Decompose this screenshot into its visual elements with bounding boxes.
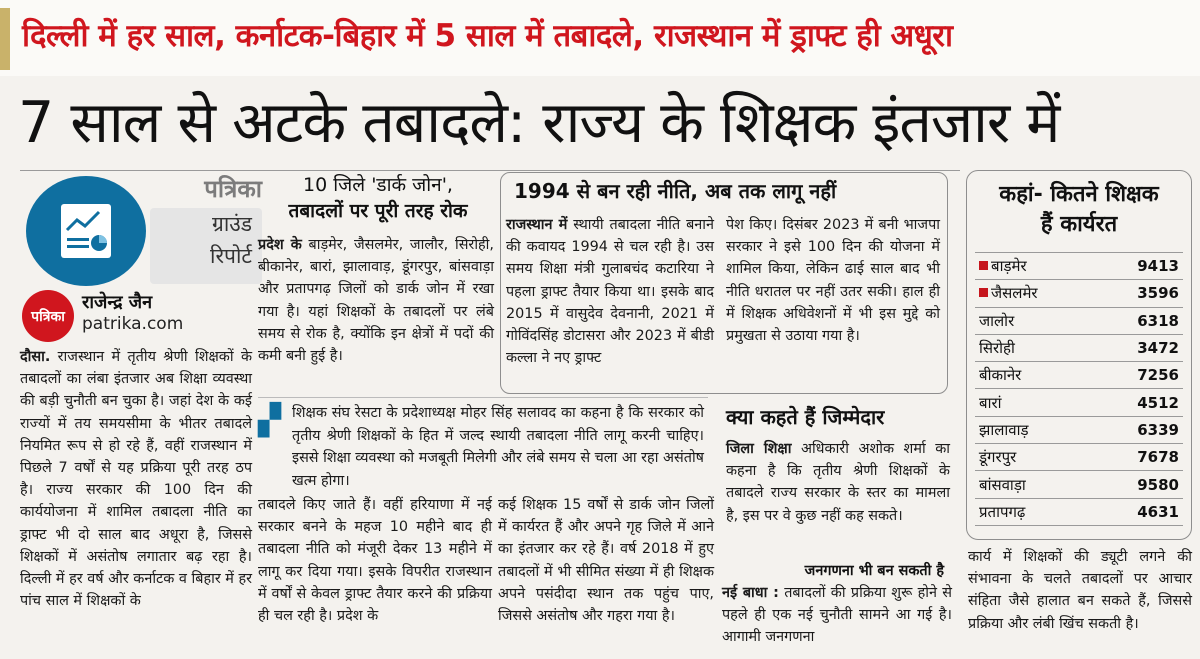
policy-text-left — [506, 214, 714, 369]
marker-icon — [979, 261, 988, 270]
table-row — [975, 334, 1183, 361]
table-row — [975, 498, 1183, 525]
table-title-line-1: कहां- कितने शिक्षक — [999, 182, 1159, 207]
census-lead: नई बाधा : — [722, 585, 779, 601]
district-name: सिरोही — [975, 334, 1095, 361]
census-title: जनगणना भी बन सकती है — [804, 563, 944, 579]
column-c: कई शिक्षक 15 वर्षों से डार्क जोन जिलों में कार्यरत हैं और अपने गृह जिले में आने का इंतजार कर रहे हैं। वर्ष 2018 में हुए तबादलों में भी सीमित संख्या में ही शिक्षक अपने पसंदीदा स्थान तक पहुंच पाए, जिससे असंतोष और गहरा गया है। — [498, 497, 714, 625]
teachers-table — [975, 252, 1183, 526]
ground-report-badge — [150, 208, 262, 284]
district-name: बीकानेर — [975, 362, 1095, 389]
author-name: राजेन्द्र जैन — [82, 292, 153, 313]
table-title-line-2: हैं कार्यरत — [1040, 212, 1118, 237]
census-section — [722, 560, 952, 659]
dark-zone-title-line-1: 10 जिले 'डार्क जोन', — [303, 174, 453, 196]
patrika-logo: पत्रिका — [22, 290, 74, 342]
teacher-count: 9413 — [1095, 253, 1183, 280]
teacher-count: 7256 — [1095, 362, 1183, 389]
table-row — [975, 471, 1183, 498]
teacher-count: 7678 — [1095, 444, 1183, 471]
teacher-count: 4512 — [1095, 389, 1183, 416]
district-name: जैसलमेर — [991, 284, 1038, 303]
main-headline: 7 साल से अटके तबादले: राज्य के शिक्षक इंतजार में — [18, 90, 1060, 156]
report-chart-icon — [26, 176, 146, 286]
badge-line-1: ग्राउंड — [211, 212, 252, 236]
dark-zone-body — [258, 234, 494, 367]
district-name: झालावाड़ — [975, 416, 1095, 443]
district-name: जालोर — [975, 307, 1095, 334]
table-row — [975, 416, 1183, 443]
main-column-text: राजस्थान में तृतीय श्रेणी शिक्षकों के तबादलों का लंबा इंतजार अब शिक्षा व्यवस्था की बड़ी चुनौती बन चुका है। जहां देश के कई राज्यों में तय समयसीमा के भीतर तबादले नियमित रूप से हो रहे हैं, वहीं राजस्थान में पिछले 7 वर्षों से यह प्रक्रिया पूरी तरह ठप है। राज्य सरकार की 100 दिन की कार्ययोजना में शामिल तबादला नीति का ड्राफ्ट भी दो साल बाद अधूरा है, जिससे शिक्षकों में असंतोष लगातार बढ़ रहा है। दिल्ली में हर वर्ष और कर्नाटक व बिहार में हर पांच साल में शिक्षकों के — [20, 349, 252, 610]
table-title — [972, 180, 1186, 240]
teacher-count: 4631 — [1095, 498, 1183, 525]
quote-icon: ▞ — [258, 403, 282, 438]
table-row — [975, 253, 1183, 280]
responsible-text: अधिकारी अशोक शर्मा का कहना है कि तृतीय श्रेणी शिक्षकों के तबादले राज्य सरकार के स्तर का मामला है, इस पर वे कुछ नहीं कह सकते। — [726, 441, 950, 524]
table-row — [975, 362, 1183, 389]
divider — [20, 170, 960, 171]
policy-text-right: पेश किए। दिसंबर 2023 में बनी भाजपा सरकार ने इसे 100 दिन की योजना में शामिल किया, लेकिन ढाई साल बाद भी नीति धरातल पर नहीं उतर सकी। हाल ही में शिक्षक अधिवेशनों में भी इस मुद्दे को प्रमुखता से उठाया गया है। — [726, 217, 940, 345]
kicker-band — [0, 0, 1200, 76]
dateline: दौसा. — [20, 349, 51, 365]
policy-text-1: स्थायी तबादला नीति बनाने की कवायद 1994 से चल रही है। उस समय शिक्षा मंत्री गुलाबचंद कटारिया ने पहला ड्राफ्ट तैयार किया था। इसके बाद 2015 में वासुदेव देवनानी, 2021 में गोविंदसिंह डोटासरा और 2023 में बीडी कल्ला ने नए ड्राफ्ट — [506, 217, 714, 367]
marker-icon — [979, 288, 988, 297]
responsible-body — [726, 438, 950, 527]
teacher-count: 6339 — [1095, 416, 1183, 443]
responsible-lead: जिला शिक्षा — [726, 441, 792, 457]
policy-lead: राजस्थान में — [506, 217, 568, 233]
kicker-accent — [0, 8, 10, 70]
table-row — [975, 307, 1183, 334]
quote-text: शिक्षक संघ रेसटा के प्रदेशाध्यक्ष मोहर सिंह सलावद का कहना है कि सरकार को तृतीय श्रेणी शिक्षकों के हित में जल्द स्थायी तबादला नीति लागू करनी चाहिए। इससे शिक्षा व्यवस्था को मजबूती मिलेगी और लंबे समय से चला आ रहा असंतोष खत्म होगा। — [292, 405, 704, 489]
main-column — [20, 346, 252, 612]
column-d: कार्य में शिक्षकों की ड्यूटी लगने की संभावना के चलते तबादलों पर आचार संहिता जैसे हालात बन सकते हैं, जिससे प्रक्रिया और लंबी खिंच सकती है। — [968, 549, 1192, 632]
district-name: बाड़मेर — [991, 257, 1027, 276]
district-name: बांसवाड़ा — [975, 471, 1095, 498]
census-body — [722, 582, 952, 649]
dark-zone-title-line-2: तबादलों पर पूरी तरह रोक — [288, 200, 468, 222]
author-site: patrika.com — [82, 314, 184, 334]
dark-zone-text: बाड़मेर, जैसलमेर, जालौर, सिरोही, बीकानेर, बारां, झालावाड़, डूंगरपुर, बांसवाड़ा और प्रतापगढ़ जिलों को डार्क जोन में रखा गया है। यहां शिक्षकों के तबादलों पर लंबे समय से रोक है, क्योंकि इन क्षेत्रों में पदों की कमी बनी हुई है। — [258, 237, 494, 365]
teacher-count: 3472 — [1095, 334, 1183, 361]
divider — [258, 397, 708, 398]
table-row — [975, 444, 1183, 471]
district-name: बारां — [975, 389, 1095, 416]
district-name: प्रतापगढ़ — [975, 498, 1095, 525]
column-b: तबादले किए जाते हैं। वहीं हरियाणा में नई सरकार बनने के महज 10 महीने बाद ही तबादला नीति को मंजूरी देकर 13 महीने में लागू कर दिया गया। इसके विपरीत राजस्थान में वर्षों से केवल ड्राफ्ट तैयार करने की प्रक्रिया ही चल रही है। प्रदेश के — [258, 497, 492, 625]
table-row — [975, 280, 1183, 307]
teacher-count: 9580 — [1095, 471, 1183, 498]
district-name: डूंगरपुर — [975, 444, 1095, 471]
dark-zone-title — [262, 172, 494, 224]
table-row — [975, 389, 1183, 416]
kicker-headline: दिल्ली में हर साल, कर्नाटक-बिहार में 5 साल में तबादले, राजस्थान में ड्राफ्ट ही अधूरा — [22, 18, 953, 54]
badge-line-2: रिपोर्ट — [210, 244, 252, 268]
policy-title: 1994 से बन रही नीति, अब तक लागू नहीं — [514, 179, 837, 203]
census-text: तबादलों की प्रक्रिया शुरू होने से पहले ही एक नई चुनौती सामने आ गई है। आगामी जनगणना — [722, 585, 953, 646]
teacher-count: 3596 — [1095, 280, 1183, 307]
teacher-count: 6318 — [1095, 307, 1183, 334]
dark-zone-lead: प्रदेश के — [258, 237, 302, 253]
responsible-title: क्या कहते हैं जिम्मेदार — [726, 405, 885, 429]
badge-brand: पत्रिका — [204, 175, 262, 203]
